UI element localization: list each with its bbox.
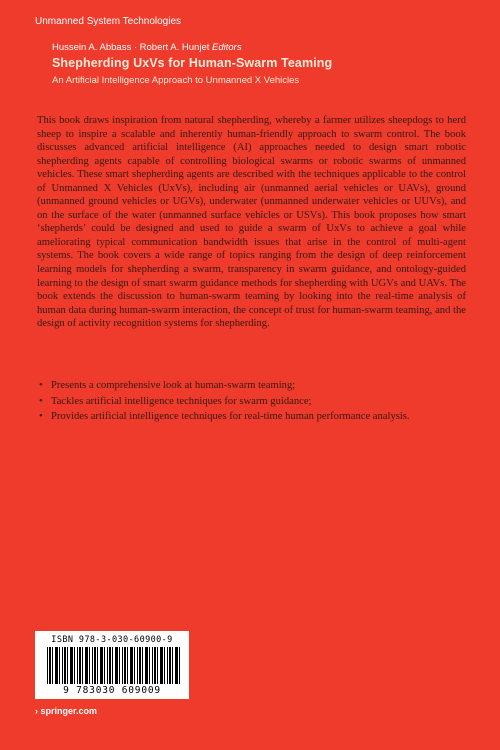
feature-item [37,379,466,393]
feature-text: Presents a comprehensive look at human-swarm teaming; [51,380,296,391]
feature-item [37,395,466,409]
feature-text: Provides artificial intelligence techniques for real-time human performance analysis. [51,411,410,423]
publisher-website: › springer.com [35,706,98,716]
book-title: Shepherding UxVs for Human-Swarm Teaming [52,56,333,70]
barcode-box [35,631,189,699]
barcode-icon [47,647,181,684]
isbn-text: ISBN 978-3-030-60900-9 [51,635,173,645]
bullet-icon: • [39,395,43,407]
series-name: Unmanned System Technologies [35,16,182,27]
blurb-text: This book draws inspiration from natural shepherding, whereby a farmer utilizes sheepdogs to herd sheep to inspire a scalable and inherently human-friendly approach to swarm control. The book discusses advanced artificial intelligence (AI) approaches needed to design smart robotic shepherding agents capable of controlling biological swarms or robotic swarms of unmanned vehicles. These smart shepherding agents are described with the techniques applicable to the control of Unmanned X Vehicles (UxVs), including air (unmanned aerial vehicles or UAVs), ground (unmanned ground vehicles or UGVs), underwater (unmanned underwater vehicles or UUVs), and on the surface of the water (unmanned surface vehicles or USVs). This book proposes how smart ‘shepherds’ could be designed and used to guide a swarm of UxVs to achieve a goal while ameliorating typical communication bandwidth issues that arise in the control of multi-agent systems. The book covers a wide range of topics ranging from the design of deep reinforcement learning models for shepherding a swarm, transparency in swarm guidance, and ontology-guided learning to the design of smart swarm guidance methods for shepherding with UGVs and UAVs. The book extends the discussion to human-swarm teaming by looking into the real-time analysis of human data during human-swarm interaction, the concept of trust for human-swarm teaming, and the design of activity recognition systems for shepherding. [37,115,466,330]
editors-label: Editors [212,42,242,53]
feature-list [37,379,466,426]
ean-number [35,685,189,696]
ean-digits: 9 783030 609009 [63,685,161,696]
feature-item [37,410,466,424]
authors-names: Hussein A. Abbass · Robert A. Hunjet [52,42,210,53]
authors-line [52,42,242,53]
bullet-icon: • [39,380,43,391]
bullet-icon: • [39,411,43,423]
feature-text: Tackles artificial intelligence techniques for swarm guidance; [51,395,312,407]
book-subtitle: An Artificial Intelligence Approach to Unmanned X Vehicles [52,75,300,86]
